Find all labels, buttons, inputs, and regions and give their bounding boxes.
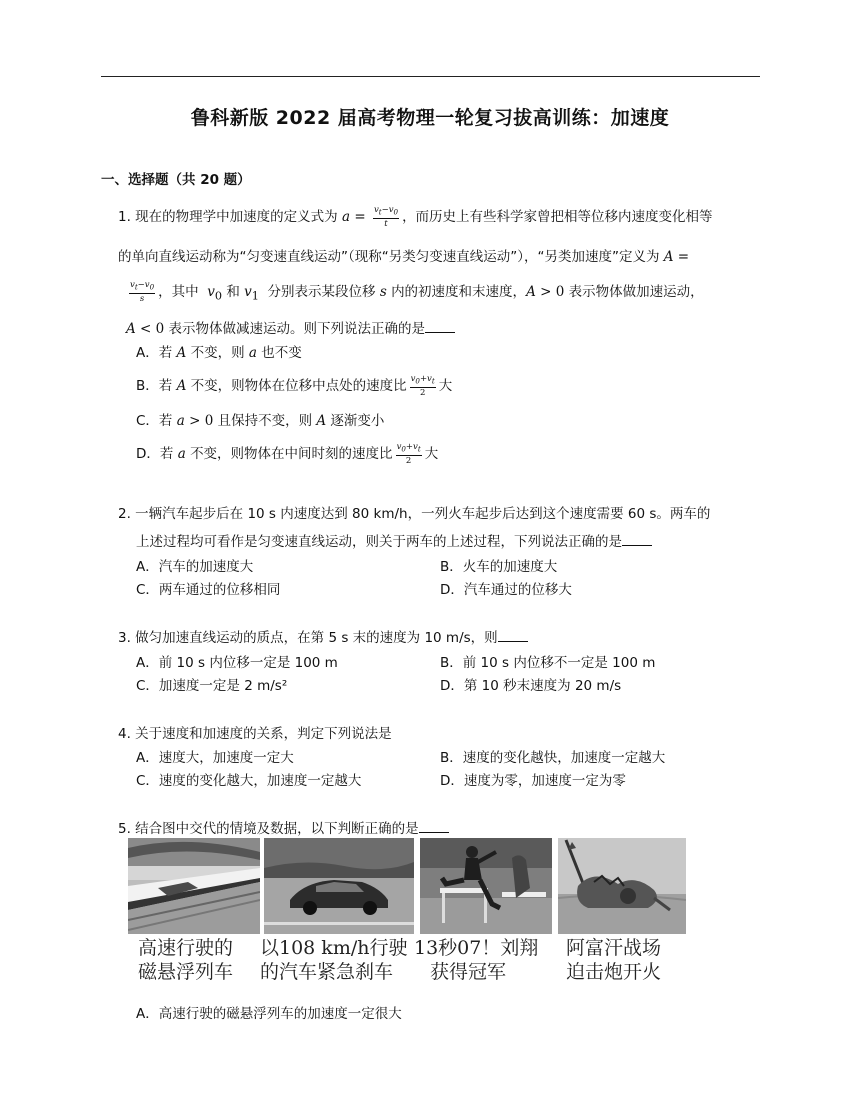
- fraction-another-accel: $\frac{v_t-v_0}{s}$: [130, 280, 155, 304]
- q1-option-a[interactable]: A．若 A 不变，则 a 也不变: [136, 345, 302, 361]
- car-braking-photo: [264, 838, 414, 934]
- q3-line-1: 3. 做匀加速直线运动的质点，在第 5 s 末的速度为 10 m/s，则: [118, 626, 528, 646]
- header-rule: [101, 76, 760, 77]
- q3-option-c[interactable]: C．加速度一定是 2 m/s²: [136, 678, 288, 694]
- caption-hurdler: 13秒07！刘翔 获得冠军: [414, 937, 539, 983]
- q2-line-1: 2. 一辆汽车起步后在 10 s 内速度达到 80 km/h，一列火车起步后达到这个速度需要 60 s。两车的: [118, 506, 711, 522]
- q5-option-a[interactable]: A．高速行驶的磁悬浮列车的加速度一定很大: [136, 1006, 402, 1022]
- q1-option-c[interactable]: C．若 a > 0 且保持不变，则 A 逐渐变小: [136, 413, 385, 429]
- math-accel-def: a: [341, 209, 351, 225]
- fraction-accel-def: $\frac{v_t-v_0}{t}$: [373, 205, 399, 229]
- q4-option-a[interactable]: A．速度大，加速度一定大: [136, 750, 294, 766]
- q1-line-4: A < 0 表示物体做减速运动。则下列说法正确的是: [126, 317, 455, 337]
- q4-option-c[interactable]: C．速度的变化越大，加速度一定越大: [136, 773, 362, 789]
- q1-option-d[interactable]: D．若 a 不变，则物体在中间时刻的速度比 $\frac{v_0+v_t}{2}$ 大: [136, 442, 439, 466]
- maglev-train-photo: [128, 838, 260, 934]
- q2-option-a[interactable]: A．汽车的加速度大: [136, 559, 254, 575]
- page-title: 鲁科新版 2022 届高考物理一轮复习拔高训练：加速度: [190, 107, 670, 129]
- q1-line-2: 的单向直线运动称为“匀变速直线运动”（现称“另类匀变速直线运动”），“另类加速度”定义为 A =: [118, 249, 690, 265]
- q3-option-a[interactable]: A．前 10 s 内位移一定是 100 m: [136, 655, 338, 671]
- q4-option-d[interactable]: D．速度为零，加速度一定为零: [440, 773, 626, 789]
- q2-option-d[interactable]: D．汽车通过的位移大: [440, 582, 572, 598]
- caption-car: 以108 km/h行驶 的汽车紧急刹车: [260, 937, 408, 983]
- caption-mortar: 阿富汗战场 迫击炮开火: [566, 937, 662, 983]
- q1-option-b[interactable]: B．若 A 不变，则物体在位移中点处的速度比 $\frac{v_0+v_t}{2}$ 大: [136, 374, 453, 398]
- section-heading: 一、选择题（共 20 题）: [101, 172, 251, 188]
- q2-option-c[interactable]: C．两车通过的位移相同: [136, 582, 281, 598]
- q3-option-d[interactable]: D．第 10 秒末速度为 20 m/s: [440, 678, 622, 694]
- answer-blank: [425, 320, 455, 333]
- hurdler-photo: [420, 838, 552, 934]
- q4-option-b[interactable]: B．速度的变化越快，加速度一定越大: [440, 750, 666, 766]
- q5-line-1: 5. 结合图中交代的情境及数据，以下判断正确的是: [118, 817, 449, 837]
- q2-option-b[interactable]: B．火车的加速度大: [440, 559, 558, 575]
- q2-line-2: 上述过程均可看作是匀变速直线运动，则关于两车的上述过程，下列说法正确的是: [136, 530, 652, 550]
- caption-maglev: 高速行驶的 磁悬浮列车: [138, 937, 234, 983]
- scenario-photos: [128, 838, 686, 994]
- q1-line-3: $\frac{v_t-v_0}{s}$ ，其中 $v_0$ 和 $v_1$ 分别表示某段位移 s 内的初速度和末速度，A > 0 表示物体做加速运动，: [130, 280, 704, 304]
- mortar-fire-photo: [558, 838, 686, 934]
- q3-option-b[interactable]: B．前 10 s 内位移不一定是 100 m: [440, 655, 656, 671]
- q4-line-1: 4. 关于速度和加速度的关系，判定下列说法是: [118, 726, 392, 742]
- q1-line-1: 1. 现在的物理学中加速度的定义式为 a = $\frac{v_t-v_0}{t}$ ，而历史上有些科学家曾把相等位移内速度变化相等: [118, 205, 713, 229]
